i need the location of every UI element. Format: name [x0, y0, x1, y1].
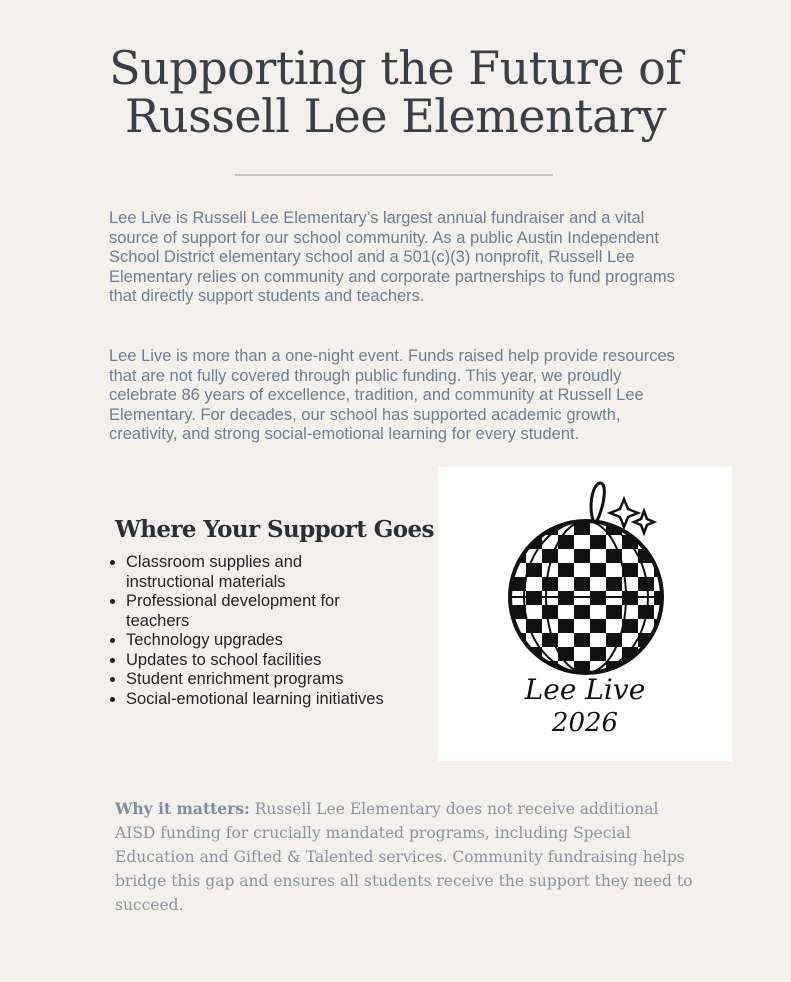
- why-label: Why it matters:: [115, 799, 250, 818]
- list-item: • Technology upgrades: [126, 631, 386, 651]
- disco-ball-icon: [438, 467, 732, 761]
- intro-paragraph-2: Lee Live is more than a one-night event. Funds raised help provide resources that are not fully covered through public funding. This year, we proudly celebrate 86 years of excellence, tradition, and community at Russell Lee Elementary. For decades, our school has supported academic growth, creativity, and strong social-emotional learning for every student.: [109, 347, 675, 444]
- lee-live-logo: [438, 467, 732, 761]
- logo-text-line2: 2026: [551, 708, 619, 738]
- why-text: Russell Lee Elementary does not receive additional AISD funding for crucially mandated programs, including Special Education and Gifted & Talented services. Community fundraising helps bridge this gap and ensures all students receive the support they need to succeed.: [115, 800, 693, 914]
- list-item: • Professional development for teachers: [126, 592, 386, 631]
- list-item: • Classroom supplies and instructional materials: [126, 553, 386, 592]
- page-title-line1: Supporting the Future of: [109, 41, 682, 95]
- list-item: • Student enrichment programs: [126, 670, 386, 690]
- list-item: • Social-emotional learning initiatives: [126, 690, 386, 710]
- page-title: [0, 41, 791, 143]
- why-it-matters: [115, 797, 695, 917]
- page-title-line2: Russell Lee Elementary: [124, 89, 667, 143]
- support-list: [108, 553, 386, 709]
- title-divider: [235, 174, 553, 176]
- logo-text-line1: Lee Live: [524, 673, 646, 706]
- support-heading: Where Your Support Goes: [115, 516, 434, 543]
- list-item: • Updates to school facilities: [126, 651, 386, 671]
- intro-paragraph-1: Lee Live is Russell Lee Elementary’s largest annual fundraiser and a vital source of support for our school community. As a public Austin Independent School District elementary school and a 501(c)(3) nonprofit, Russell Lee Elementary relies on community and corporate partnerships to fund programs that directly support students and teachers.: [109, 209, 675, 306]
